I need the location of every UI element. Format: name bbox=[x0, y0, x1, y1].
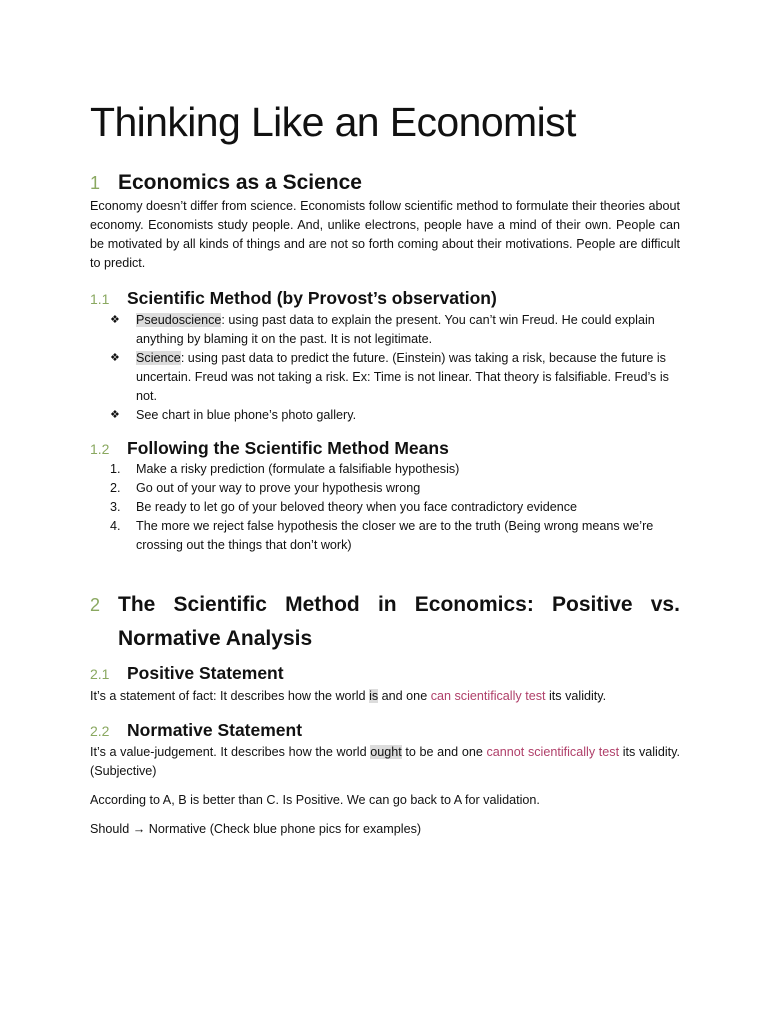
emphasis-text: cannot scientifically test bbox=[486, 745, 620, 759]
list-item-text: See chart in blue phone’s photo gallery. bbox=[136, 408, 357, 422]
section-number: 1 bbox=[90, 173, 101, 193]
section-1-heading bbox=[90, 166, 680, 200]
emphasis-text: can scientifically test bbox=[430, 689, 546, 703]
bullet-list bbox=[110, 311, 680, 425]
section-2-heading bbox=[90, 588, 680, 656]
paragraph: According to A, B is better than C. Is Positive. We can go back to A for validation. bbox=[90, 793, 540, 807]
section-title: Normative Statement bbox=[127, 720, 303, 740]
list-item bbox=[110, 479, 680, 498]
section-2-2-heading bbox=[90, 719, 680, 742]
term-highlight: is bbox=[369, 689, 379, 703]
list-number: 2. bbox=[110, 481, 121, 495]
diamond-bullet-icon: ❖ bbox=[110, 352, 120, 364]
paragraph: Should → Normative (Check blue phone pics for examples) bbox=[90, 822, 422, 836]
section-2-2-body: It’s a value-judgement. It describes how the world ought to be and one cannot scientifically test its validity. (Subjective) bbox=[90, 745, 681, 778]
list-item-text: Be ready to let go of your beloved theory when you face contradictory evidence bbox=[136, 500, 578, 514]
diamond-bullet-icon: ❖ bbox=[110, 409, 120, 421]
heading-word: Method bbox=[285, 593, 360, 616]
section-2-1-body: It’s a statement of fact: It describes how the world is and one can scientifically test its validity. bbox=[90, 689, 607, 703]
list-item-text: The more we reject false hypothesis the closer we are to the truth (Being wrong means we’re crossing out the things that don’t work) bbox=[136, 519, 654, 552]
list-item bbox=[110, 311, 680, 349]
section-title: Following the Scientific Method Means bbox=[127, 438, 449, 458]
list-item-text: Make a risky prediction (formulate a falsifiable hypothesis) bbox=[136, 462, 460, 476]
diamond-bullet-icon: ❖ bbox=[110, 314, 120, 326]
numbered-list bbox=[110, 460, 680, 555]
section-title: Economics as a Science bbox=[118, 171, 362, 194]
list-item bbox=[110, 349, 680, 406]
document-title: Thinking Like an Economist bbox=[90, 99, 576, 145]
list-number: 3. bbox=[110, 500, 121, 514]
heading-word: Scientific bbox=[173, 593, 267, 616]
heading-word: vs. bbox=[650, 593, 680, 616]
list-item bbox=[110, 517, 680, 555]
section-title: Positive Statement bbox=[127, 663, 284, 683]
section-number: 2 bbox=[90, 595, 101, 615]
heading-line-1 bbox=[90, 588, 680, 622]
list-number: 1. bbox=[110, 462, 121, 476]
list-item bbox=[110, 406, 680, 425]
list-number: 4. bbox=[110, 519, 121, 533]
term-highlight: Pseudoscience bbox=[136, 313, 222, 327]
term-highlight: ought bbox=[370, 745, 402, 759]
heading-line-2: Normative Analysis bbox=[118, 627, 313, 650]
list-item-text: : using past data to predict the future. (Einstein) was taking a risk, because the future is uncertain. Freud was not taking a risk. Ex: Time is not linear. That theory is falsifiable. Freud’s is not. bbox=[136, 351, 669, 403]
section-2-1-heading bbox=[90, 662, 680, 685]
list-item-text: : using past data to explain the present. You can’t win Freud. He could explain anything by blaming it on the past. It is not legitimate. bbox=[136, 313, 655, 346]
term-highlight: Science bbox=[136, 351, 181, 365]
section-number: 2.1 bbox=[90, 666, 110, 682]
heading-word: Economics: bbox=[414, 593, 534, 616]
section-1-1-heading bbox=[90, 287, 680, 310]
list-item-text: Go out of your way to prove your hypothesis wrong bbox=[136, 481, 421, 495]
section-number: 2.2 bbox=[90, 723, 110, 739]
list-item bbox=[110, 498, 680, 517]
section-number: 1.2 bbox=[90, 441, 110, 457]
section-1-2-heading bbox=[90, 437, 680, 460]
section-1-body: Economy doesn’t differ from science. Economists follow scientific method to formulate their theories about economy. Economists study people. And, unlike electrons, people have a mind of their own. People can be motivated by all kinds of things and are not so forth coming about their motivations. People are difficult to predict. bbox=[90, 199, 680, 270]
section-number: 1.1 bbox=[90, 291, 110, 307]
heading-word: Positive bbox=[552, 593, 633, 616]
heading-word: in bbox=[377, 593, 397, 616]
list-item bbox=[110, 460, 680, 479]
section-title: Scientific Method (by Provost’s observation) bbox=[127, 288, 497, 308]
heading-word: 2 The bbox=[90, 588, 155, 622]
